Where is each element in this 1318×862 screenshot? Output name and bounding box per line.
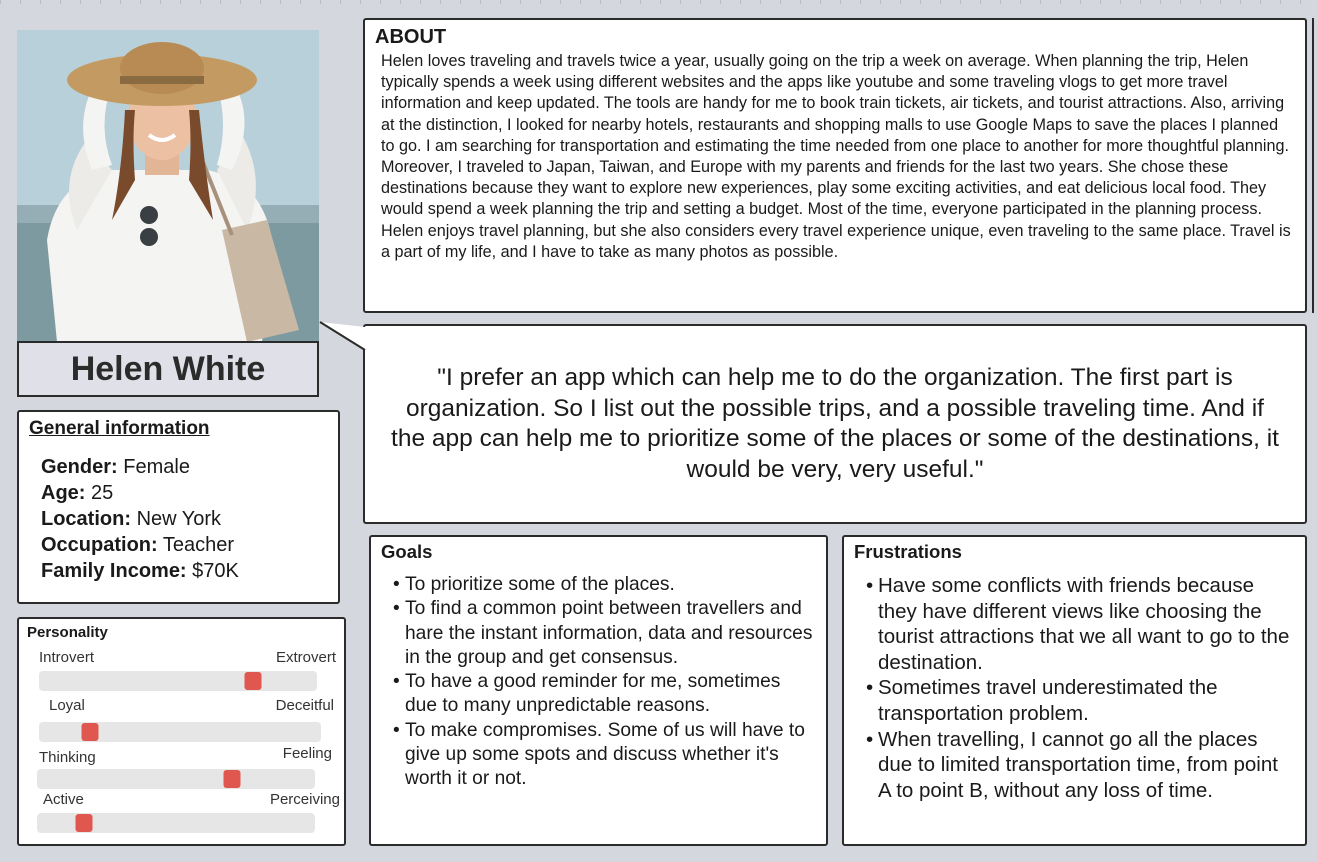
general-information-heading: General information: [29, 418, 210, 439]
trait-right-label: Extrovert: [275, 649, 336, 666]
trait-right-label: Perceiving: [269, 791, 340, 808]
trait-slider-knob[interactable]: [81, 723, 98, 741]
trait-left-label: Active: [43, 791, 84, 808]
frustrations-panel: [842, 535, 1307, 846]
frustrations-heading: Frustrations: [854, 541, 962, 562]
trait-active-perceiving: [19, 791, 344, 841]
persona-name: Helen White: [17, 341, 319, 397]
trait-thinking-feeling: [19, 745, 344, 795]
goals-list: [381, 573, 816, 792]
info-row-family-income: [41, 558, 328, 584]
list-item: • When travelling, I cannot go all the places due to limited transportation time, from point A to point B, without any loss of time.: [854, 727, 1295, 804]
list-item: • To prioritize some of the places.: [381, 573, 816, 597]
info-row-age: [41, 480, 328, 506]
quote-text: "I prefer an app which can help me to do the organization. The first part is organization. So I list out the possible trips, and a possible traveling time. And if the app can help me to prioritize some of the places or some of the destinations, it would be very, very useful.": [391, 364, 1279, 483]
list-item: • To have a good reminder for me, sometimes due to many unpredictable reasons.: [381, 670, 816, 719]
quote-bubble: [363, 324, 1307, 524]
list-item: • To find a common point between travellers and hare the instant information, data and resources in the group and get consensus.: [381, 597, 816, 670]
trait-slider-knob[interactable]: [76, 814, 93, 832]
info-value: New York: [136, 508, 222, 530]
trait-slider-knob[interactable]: [245, 672, 262, 690]
about-text: Helen loves traveling and travels twice a year, usually going on the trip a week on average. When planning the trip, Helen typically spends a week using different websites and the apps like youtube and some traveling vlogs to get more travel information and keep updated. The tools are handy for me to book train tickets, air tickets, and tourist attractions. Also, arriving at the distinction, I looked for nearby hotels, restaurants and shopping malls to use Google Maps to save the places I planned to go. I am searching for transportation and estimating the time needed from one place to another for more thoughtful planning. Moreover, I traveled to Japan, Taiwan, and Europe with my parents and friends for the last two years. She chose these destinations because they want to explore new experiences, play some exciting activities, and eat delicious local food. They would spend a week planning the trip and setting a budget. Most of the time, everyone participated in the planning process. Helen enjoys travel planning, but she also considers every travel experience unique, even traveling to the same place. Travel is a part of my life, and I have to take as many photos as possible.: [381, 52, 1291, 261]
goals-panel: [369, 535, 828, 846]
info-value: 25: [91, 482, 114, 504]
personality-heading: Personality: [27, 624, 108, 641]
info-label: Family Income:: [41, 560, 187, 582]
info-row-occupation: [41, 532, 328, 558]
persona-photo-icon: [17, 30, 319, 342]
trait-introvert-extrovert: [19, 649, 344, 699]
trait-slider-track[interactable]: [39, 671, 317, 691]
info-value: $70K: [192, 560, 239, 582]
trait-slider-knob[interactable]: [223, 770, 240, 788]
info-label: Occupation:: [41, 534, 158, 556]
list-item: • To make compromises. Some of us will have to give up some spots and discuss whether it's worth it or not.: [381, 719, 816, 792]
info-label: Gender:: [41, 456, 118, 478]
list-item: • Have some conflicts with friends because they have different views like choosing the tourist attractions that we all want to go to the destination.: [854, 573, 1295, 675]
info-label: Location:: [41, 508, 131, 530]
quote-tail: [318, 320, 368, 380]
general-information-panel: [17, 410, 340, 604]
personality-panel: [17, 617, 346, 846]
frustrations-list: [854, 573, 1295, 803]
trait-left-label: Introvert: [39, 649, 95, 666]
info-value: Teacher: [162, 534, 235, 556]
trait-left-label: Loyal: [49, 697, 85, 714]
trait-loyal-deceitful: [19, 697, 344, 747]
adjacent-panel-edge: [1312, 18, 1318, 313]
trait-slider-track[interactable]: [37, 813, 315, 833]
trait-slider-track[interactable]: [39, 722, 321, 742]
info-row-gender: [41, 454, 328, 480]
trait-slider-track[interactable]: [37, 769, 315, 789]
info-value: Female: [123, 456, 190, 478]
goals-heading: Goals: [381, 541, 433, 562]
info-row-location: [41, 506, 328, 532]
trait-right-label: Feeling: [282, 745, 332, 762]
about-section: [363, 18, 1307, 313]
info-label: Age:: [41, 482, 86, 504]
trait-left-label: Thinking: [39, 749, 96, 766]
about-heading: ABOUT: [375, 26, 447, 48]
list-item: • Sometimes travel underestimated the transportation problem.: [854, 675, 1295, 726]
trait-right-label: Deceitful: [275, 697, 334, 714]
page-top-strip: [0, 0, 1318, 4]
